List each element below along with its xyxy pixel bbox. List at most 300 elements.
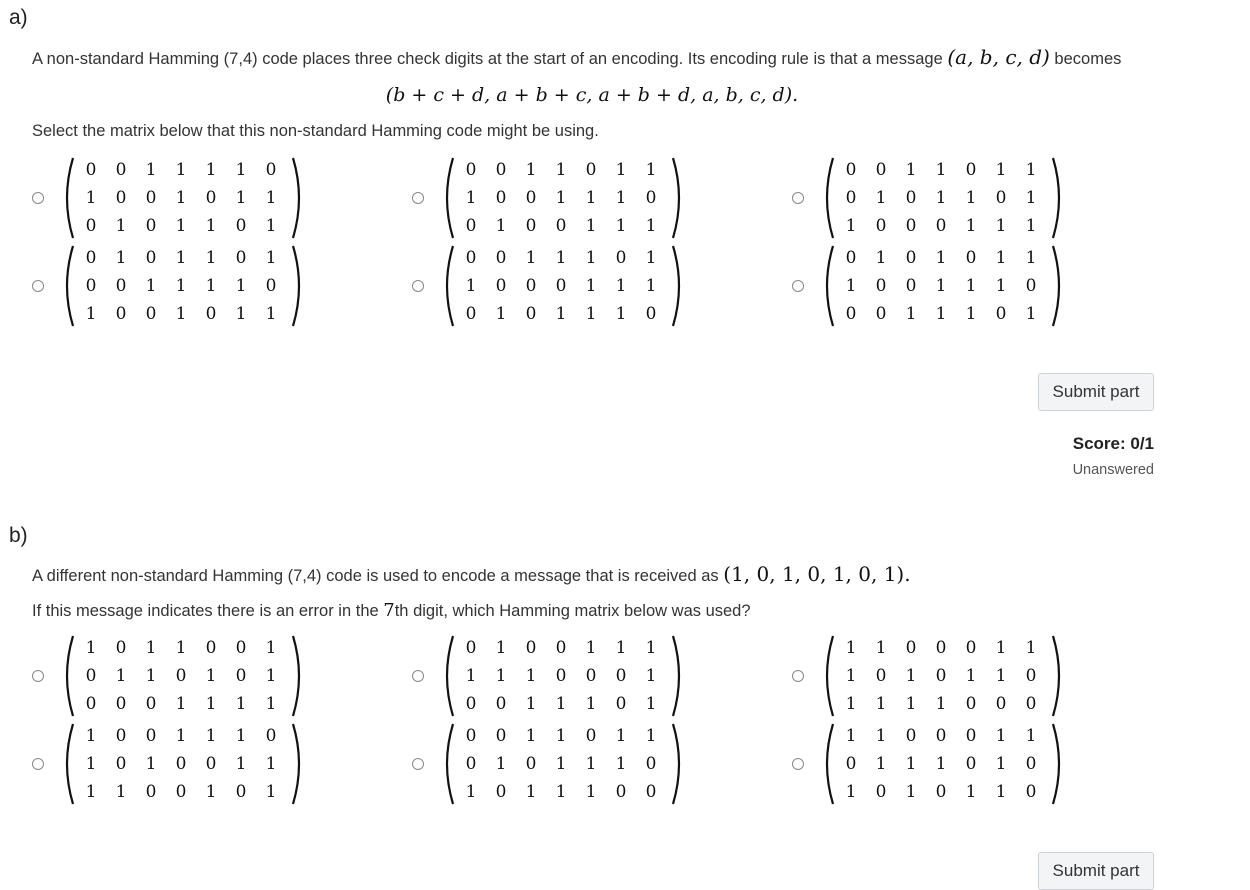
matrix-entry: 0 xyxy=(1025,754,1037,774)
matrix-cells xyxy=(456,722,666,806)
matrix-entry: 1 xyxy=(555,248,567,268)
matrix-entry: 1 xyxy=(585,188,597,208)
matrix-entry: 1 xyxy=(115,782,127,802)
matrix-entry: 0 xyxy=(525,188,537,208)
matrix-entry: 1 xyxy=(175,694,187,714)
left-paren xyxy=(67,158,73,238)
matrix-entry: 1 xyxy=(265,188,277,208)
part-a-message-math: (a, b, c, d) xyxy=(947,45,1050,69)
matrix-entry: 1 xyxy=(845,276,857,296)
matrix-entry: 0 xyxy=(85,160,97,180)
option-matrix xyxy=(60,634,306,718)
matrix-entry: 0 xyxy=(645,188,657,208)
matrix-entry: 0 xyxy=(115,754,127,774)
matrix-entry: 0 xyxy=(935,666,947,686)
matrix-entry: 0 xyxy=(205,304,217,324)
matrix-entry: 1 xyxy=(875,754,887,774)
matrix-entry: 0 xyxy=(965,638,977,658)
right-paren xyxy=(1053,724,1059,804)
matrix-entry: 1 xyxy=(175,188,187,208)
matrix-entry: 0 xyxy=(205,754,217,774)
matrix-entry: 1 xyxy=(905,694,917,714)
matrix-entry: 1 xyxy=(265,694,277,714)
matrix-entry: 0 xyxy=(235,782,247,802)
left-paren xyxy=(447,246,453,326)
matrix-entry: 1 xyxy=(175,216,187,236)
matrix-entry: 0 xyxy=(965,694,977,714)
matrix-entry: 0 xyxy=(465,694,477,714)
option-matrix xyxy=(440,244,686,328)
matrix-entry: 0 xyxy=(265,160,277,180)
matrix-entry: 0 xyxy=(465,754,477,774)
option-matrix xyxy=(820,634,1066,718)
matrix-entry: 0 xyxy=(965,726,977,746)
matrix-entry: 1 xyxy=(235,304,247,324)
matrix-entry: 1 xyxy=(585,276,597,296)
option-radio[interactable] xyxy=(792,670,804,682)
matrix-entry: 1 xyxy=(145,754,157,774)
matrix-entry: 1 xyxy=(935,304,947,324)
matrix-entry: 0 xyxy=(615,248,627,268)
left-paren xyxy=(827,246,833,326)
matrix-entry: 0 xyxy=(465,160,477,180)
matrix-entry: 0 xyxy=(645,304,657,324)
matrix-entry: 1 xyxy=(265,666,277,686)
matrix-entry: 0 xyxy=(235,216,247,236)
option-radio[interactable] xyxy=(32,192,44,204)
matrix-entry: 0 xyxy=(585,666,597,686)
matrix-entry: 0 xyxy=(875,160,887,180)
option-matrix xyxy=(440,722,686,806)
matrix-entry: 0 xyxy=(235,638,247,658)
matrix-entry: 1 xyxy=(205,160,217,180)
matrix-entry: 0 xyxy=(495,248,507,268)
matrix-entry: 0 xyxy=(555,638,567,658)
matrix-entry: 0 xyxy=(525,276,537,296)
matrix-entry: 0 xyxy=(115,188,127,208)
matrix-entry: 0 xyxy=(905,726,917,746)
matrix-entry: 1 xyxy=(175,304,187,324)
matrix-entry: 1 xyxy=(265,754,277,774)
matrix-entry: 1 xyxy=(965,276,977,296)
matrix-entry: 0 xyxy=(265,726,277,746)
right-paren xyxy=(673,158,679,238)
option-radio[interactable] xyxy=(412,280,424,292)
matrix-entry: 1 xyxy=(555,304,567,324)
matrix-entry: 1 xyxy=(175,248,187,268)
part-a-encoding-rule xyxy=(0,84,1184,106)
matrix-entry: 0 xyxy=(645,782,657,802)
matrix-entry: 0 xyxy=(115,638,127,658)
matrix-entry: 1 xyxy=(525,694,537,714)
matrix-entry: 0 xyxy=(875,276,887,296)
matrix-entry: 1 xyxy=(205,666,217,686)
matrix-entry: 1 xyxy=(525,782,537,802)
matrix-entry: 0 xyxy=(1025,276,1037,296)
left-paren xyxy=(827,724,833,804)
part-a-intro-text: A non-standard Hamming (7,4) code places three check digits at the start of an encoding. Its encoding rule is that a message xyxy=(32,50,948,68)
matrix-entry: 0 xyxy=(845,188,857,208)
matrix-entry: 1 xyxy=(995,160,1007,180)
matrix-entry: 1 xyxy=(115,216,127,236)
part-a-intro-suffix: becomes xyxy=(1049,50,1122,68)
left-paren xyxy=(447,636,453,716)
matrix-entry: 0 xyxy=(585,160,597,180)
matrix-entry: 1 xyxy=(845,638,857,658)
matrix-entry: 0 xyxy=(495,694,507,714)
matrix-entry: 0 xyxy=(115,304,127,324)
part-b-question-post: th digit, which Hamming matrix below was used? xyxy=(394,602,751,620)
matrix-entry: 1 xyxy=(615,160,627,180)
matrix-entry: 1 xyxy=(585,782,597,802)
matrix-entry: 1 xyxy=(875,726,887,746)
matrix-entry: 0 xyxy=(145,248,157,268)
matrix-entry: 0 xyxy=(525,304,537,324)
matrix-entry: 0 xyxy=(995,188,1007,208)
matrix-entry: 0 xyxy=(145,216,157,236)
matrix-entry: 0 xyxy=(495,160,507,180)
matrix-cells xyxy=(836,722,1046,806)
matrix-entry: 0 xyxy=(495,726,507,746)
matrix-entry: 0 xyxy=(875,304,887,324)
matrix-entry: 1 xyxy=(615,638,627,658)
matrix-entry: 1 xyxy=(235,754,247,774)
matrix-entry: 1 xyxy=(115,248,127,268)
matrix-entry: 0 xyxy=(965,248,977,268)
part-b-submit-button[interactable]: Submit part xyxy=(1038,852,1154,890)
matrix-entry: 0 xyxy=(875,782,887,802)
matrix-entry: 1 xyxy=(145,276,157,296)
matrix-entry: 1 xyxy=(175,638,187,658)
matrix-entry: 1 xyxy=(235,276,247,296)
option-radio[interactable] xyxy=(792,280,804,292)
matrix-entry: 1 xyxy=(85,754,97,774)
matrix-entry: 0 xyxy=(235,248,247,268)
matrix-entry: 0 xyxy=(965,160,977,180)
option-matrix xyxy=(820,244,1066,328)
right-paren xyxy=(673,246,679,326)
matrix-entry: 1 xyxy=(1025,726,1037,746)
option-radio[interactable] xyxy=(792,758,804,770)
matrix-entry: 0 xyxy=(585,726,597,746)
matrix-entry: 0 xyxy=(145,188,157,208)
matrix-entry: 0 xyxy=(85,216,97,236)
right-paren xyxy=(293,636,299,716)
matrix-entry: 1 xyxy=(85,782,97,802)
matrix-entry: 0 xyxy=(555,216,567,236)
left-paren xyxy=(67,246,73,326)
part-b-question xyxy=(32,600,751,621)
matrix-entry: 1 xyxy=(965,216,977,236)
matrix-cells xyxy=(456,634,666,718)
part-a-status: Unanswered xyxy=(1072,462,1154,478)
matrix-entry: 1 xyxy=(265,248,277,268)
matrix-entry: 1 xyxy=(205,782,217,802)
matrix-entry: 0 xyxy=(935,726,947,746)
matrix-entry: 0 xyxy=(115,694,127,714)
right-paren xyxy=(1053,246,1059,326)
matrix-entry: 1 xyxy=(525,160,537,180)
matrix-entry: 0 xyxy=(555,276,567,296)
matrix-entry: 1 xyxy=(995,638,1007,658)
matrix-entry: 0 xyxy=(495,782,507,802)
matrix-entry: 1 xyxy=(645,276,657,296)
part-a-submit-button[interactable]: Submit part xyxy=(1038,373,1154,411)
left-paren xyxy=(827,158,833,238)
matrix-entry: 1 xyxy=(495,666,507,686)
matrix-entry: 1 xyxy=(265,304,277,324)
option-matrix xyxy=(440,156,686,240)
option-matrix xyxy=(60,722,306,806)
matrix-entry: 1 xyxy=(555,754,567,774)
matrix-entry: 0 xyxy=(845,248,857,268)
matrix-cells xyxy=(76,244,286,328)
matrix-entry: 1 xyxy=(995,754,1007,774)
matrix-entry: 0 xyxy=(175,666,187,686)
matrix-entry: 0 xyxy=(145,304,157,324)
matrix-entry: 1 xyxy=(525,248,537,268)
matrix-entry: 1 xyxy=(585,216,597,236)
matrix-entry: 1 xyxy=(585,304,597,324)
matrix-entry: 0 xyxy=(265,276,277,296)
right-paren xyxy=(673,724,679,804)
matrix-entry: 1 xyxy=(995,782,1007,802)
matrix-entry: 0 xyxy=(935,216,947,236)
matrix-entry: 0 xyxy=(465,304,477,324)
option-radio[interactable] xyxy=(32,280,44,292)
matrix-entry: 1 xyxy=(85,638,97,658)
matrix-entry: 1 xyxy=(965,782,977,802)
matrix-entry: 0 xyxy=(845,160,857,180)
matrix-entry: 0 xyxy=(525,638,537,658)
matrix-entry: 1 xyxy=(875,694,887,714)
matrix-entry: 1 xyxy=(845,216,857,236)
matrix-entry: 1 xyxy=(905,754,917,774)
option-radio[interactable] xyxy=(32,670,44,682)
matrix-entry: 1 xyxy=(905,160,917,180)
part-b-intro xyxy=(32,562,911,586)
matrix-entry: 1 xyxy=(935,248,947,268)
matrix-entry: 1 xyxy=(875,248,887,268)
matrix-entry: 1 xyxy=(235,188,247,208)
matrix-entry: 1 xyxy=(555,694,567,714)
matrix-entry: 0 xyxy=(905,188,917,208)
option-radio[interactable] xyxy=(412,192,424,204)
matrix-entry: 1 xyxy=(525,726,537,746)
right-paren xyxy=(293,724,299,804)
matrix-entry: 1 xyxy=(1025,216,1037,236)
matrix-entry: 0 xyxy=(175,754,187,774)
matrix-entry: 1 xyxy=(1025,248,1037,268)
part-b-received-math: (1, 0, 1, 0, 1, 0, 1). xyxy=(723,562,911,586)
matrix-entry: 1 xyxy=(645,726,657,746)
option-radio[interactable] xyxy=(412,670,424,682)
matrix-entry: 1 xyxy=(845,726,857,746)
matrix-entry: 1 xyxy=(905,782,917,802)
matrix-entry: 1 xyxy=(495,216,507,236)
matrix-entry: 1 xyxy=(175,160,187,180)
matrix-entry: 0 xyxy=(85,248,97,268)
matrix-entry: 1 xyxy=(145,160,157,180)
matrix-entry: 0 xyxy=(645,754,657,774)
right-paren xyxy=(673,636,679,716)
matrix-entry: 0 xyxy=(145,726,157,746)
matrix-entry: 1 xyxy=(265,638,277,658)
matrix-entry: 1 xyxy=(615,216,627,236)
matrix-entry: 1 xyxy=(935,276,947,296)
matrix-entry: 1 xyxy=(995,276,1007,296)
option-radio[interactable] xyxy=(32,758,44,770)
matrix-entry: 0 xyxy=(465,216,477,236)
matrix-cells xyxy=(456,244,666,328)
matrix-entry: 1 xyxy=(995,726,1007,746)
matrix-entry: 1 xyxy=(495,754,507,774)
matrix-entry: 1 xyxy=(265,216,277,236)
matrix-entry: 0 xyxy=(1025,782,1037,802)
matrix-entry: 1 xyxy=(1025,160,1037,180)
matrix-entry: 1 xyxy=(85,726,97,746)
matrix-entry: 1 xyxy=(875,638,887,658)
left-paren xyxy=(827,636,833,716)
matrix-entry: 1 xyxy=(555,188,567,208)
matrix-entry: 0 xyxy=(875,666,887,686)
part-b-label: b) xyxy=(9,524,28,547)
matrix-entry: 1 xyxy=(585,694,597,714)
matrix-entry: 1 xyxy=(995,666,1007,686)
matrix-entry: 1 xyxy=(645,248,657,268)
matrix-entry: 1 xyxy=(495,304,507,324)
matrix-entry: 1 xyxy=(615,188,627,208)
matrix-entry: 1 xyxy=(205,216,217,236)
matrix-entry: 0 xyxy=(235,666,247,686)
matrix-entry: 1 xyxy=(645,160,657,180)
option-matrix xyxy=(820,722,1066,806)
matrix-entry: 0 xyxy=(85,276,97,296)
matrix-entry: 0 xyxy=(935,782,947,802)
matrix-entry: 1 xyxy=(265,782,277,802)
matrix-entry: 1 xyxy=(465,666,477,686)
matrix-entry: 0 xyxy=(995,694,1007,714)
matrix-entry: 0 xyxy=(845,304,857,324)
option-matrix xyxy=(440,634,686,718)
part-b-intro-text: A different non-standard Hamming (7,4) code is used to encode a message that is received as xyxy=(32,567,724,585)
right-paren xyxy=(1053,636,1059,716)
matrix-entry: 1 xyxy=(935,694,947,714)
left-paren xyxy=(447,724,453,804)
matrix-entry: 0 xyxy=(145,694,157,714)
left-paren xyxy=(67,636,73,716)
matrix-entry: 1 xyxy=(495,638,507,658)
matrix-entry: 1 xyxy=(935,188,947,208)
right-paren xyxy=(293,158,299,238)
matrix-entry: 1 xyxy=(235,726,247,746)
part-a-question: Select the matrix below that this non-standard Hamming code might be using. xyxy=(32,122,599,140)
matrix-entry: 0 xyxy=(115,276,127,296)
matrix-entry: 0 xyxy=(85,694,97,714)
matrix-entry: 1 xyxy=(555,782,567,802)
matrix-entry: 1 xyxy=(645,694,657,714)
matrix-entry: 0 xyxy=(1025,694,1037,714)
matrix-entry: 1 xyxy=(205,276,217,296)
matrix-entry: 1 xyxy=(235,694,247,714)
matrix-entry: 0 xyxy=(905,638,917,658)
matrix-entry: 0 xyxy=(495,276,507,296)
matrix-entry: 1 xyxy=(935,160,947,180)
part-b-question-pre: If this message indicates there is an error in the xyxy=(32,602,384,620)
matrix-cells xyxy=(836,634,1046,718)
matrix-entry: 1 xyxy=(1025,304,1037,324)
matrix-entry: 1 xyxy=(845,694,857,714)
matrix-entry: 1 xyxy=(845,782,857,802)
part-b-question-digit: 7 xyxy=(383,600,395,621)
matrix-entry: 1 xyxy=(615,304,627,324)
matrix-entry: 0 xyxy=(465,638,477,658)
matrix-entry: 1 xyxy=(995,248,1007,268)
matrix-entry: 1 xyxy=(875,188,887,208)
matrix-entry: 1 xyxy=(555,726,567,746)
matrix-entry: 1 xyxy=(555,160,567,180)
matrix-entry: 0 xyxy=(205,188,217,208)
option-radio[interactable] xyxy=(412,758,424,770)
matrix-entry: 0 xyxy=(615,782,627,802)
matrix-entry: 0 xyxy=(965,754,977,774)
matrix-entry: 1 xyxy=(1025,638,1037,658)
matrix-entry: 1 xyxy=(935,754,947,774)
matrix-entry: 0 xyxy=(555,666,567,686)
matrix-entry: 1 xyxy=(175,276,187,296)
matrix-entry: 0 xyxy=(1025,666,1037,686)
matrix-entry: 0 xyxy=(905,276,917,296)
matrix-entry: 1 xyxy=(465,276,477,296)
matrix-entry: 0 xyxy=(995,304,1007,324)
matrix-entry: 0 xyxy=(875,216,887,236)
encoding-rule-math: (b + c + d, a + b + c, a + b + d, a, b, c, d). xyxy=(385,84,799,106)
matrix-entry: 0 xyxy=(115,726,127,746)
left-paren xyxy=(67,724,73,804)
matrix-entry: 1 xyxy=(965,304,977,324)
matrix-entry: 1 xyxy=(1025,188,1037,208)
option-matrix xyxy=(60,156,306,240)
matrix-entry: 1 xyxy=(235,160,247,180)
matrix-entry: 0 xyxy=(145,782,157,802)
matrix-entry: 1 xyxy=(905,666,917,686)
matrix-entry: 1 xyxy=(585,754,597,774)
part-a-intro xyxy=(32,45,1121,69)
matrix-entry: 1 xyxy=(205,694,217,714)
matrix-entry: 0 xyxy=(905,248,917,268)
matrix-entry: 1 xyxy=(965,188,977,208)
option-radio[interactable] xyxy=(792,192,804,204)
matrix-entry: 1 xyxy=(205,248,217,268)
matrix-entry: 1 xyxy=(465,188,477,208)
option-matrix xyxy=(820,156,1066,240)
matrix-entry: 1 xyxy=(85,188,97,208)
matrix-entry: 1 xyxy=(465,782,477,802)
matrix-cells xyxy=(76,722,286,806)
matrix-entry: 1 xyxy=(585,248,597,268)
matrix-entry: 0 xyxy=(905,216,917,236)
matrix-entry: 1 xyxy=(115,666,127,686)
matrix-cells xyxy=(76,634,286,718)
matrix-entry: 0 xyxy=(495,188,507,208)
matrix-cells xyxy=(76,156,286,240)
matrix-entry: 1 xyxy=(615,754,627,774)
matrix-entry: 1 xyxy=(205,726,217,746)
matrix-cells xyxy=(836,156,1046,240)
matrix-entry: 0 xyxy=(845,754,857,774)
matrix-entry: 0 xyxy=(935,638,947,658)
matrix-entry: 1 xyxy=(645,638,657,658)
